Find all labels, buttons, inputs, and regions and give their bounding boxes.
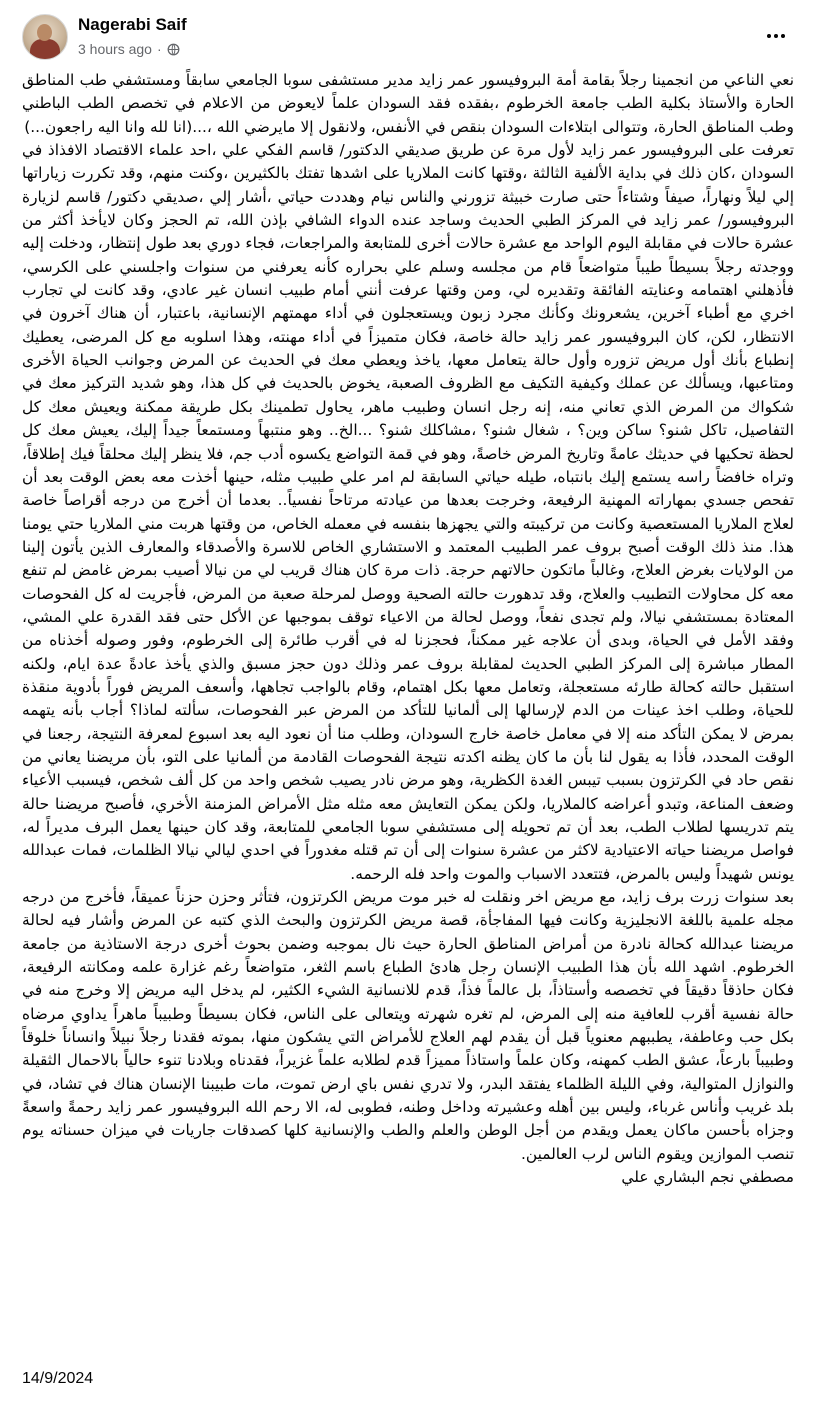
post-header [0,0,815,68]
avatar-figure-face [37,24,52,41]
post-body-text: نعي الناعي من انجمينا رجلاً بقامة أمة البروفيسور عمر زايد مدير مستشفى سوبا الجامعي سابقاً ومستشفي طب المناطق الحارة والأستاذ بكلية الطب جامعة الخرطوم ،بفقده فقد السودان علماً لايعوض من الاعلام في تخصص الطب الباطني وطب المناطق الحارة، وتتوالى ابتلاءات السودان بنقص في الأنفس، ولانقول إلا مايرضي الله ،...(انا لله وانا اليه راجعون...) تعرفت على البروفيسور عمر زايد لأول مرة عن طريق صديقي الدكتور/ قاسم الفكي علي ،احد علماء الاقتصاد الافذاذ في السودان ،كان ذلك في بداية الألفية الثالثة ،وقتها كانت الملاريا على اشدها تفتك بالكثيرين ،وكنت منهم، وقد تكررت زياراتها إلي ليلاً ونهاراً، صيفاً وشتاءاً حتى صارت خبيثة تزورني والناس نيام وهددت حياتي ،أشار إلي ،صديقي دكتور/ قاسم لزيارة البروفيسور/ عمر زايد في المركز الطبي الحديث وساجد عنده الدواء الشافي بإذن الله، تم الحجز وكان لايأخذ أكثر من عشرة حالات في مقابلة اليوم الواحد مع عشرة حالات أخرى للمتابعة والمراجعات، فجاء دوري بعد طول إنتظار، ودخلت إليه ووجدته رجلاً بسيطاً طيباً متواضعاً قام من مجلسه وسلم علي بحراره كأنه يعرفني من سنوات واجلسني على الكرسي، فأذهلني اهتمامه وعنايته الفائقة وتقديره لي، ومن وقتها عرفت أنني أمام طبيب انسان غير عادي، وقد كانت لي تجارب اخري مع أطباء آخرين، يشعرونك وكأنك مجرد زبون ويستعجلون في أداء مهمتهم الإنسانية، باعتبار، أن هناك آخرون في الانتظار، لكن، كان البروفيسور عمر زايد حالة خاصة، فكان متميزاً في أداء مهنته، وهذا اسلوبه مع كل المرضى، يعطيك إنطباع بأنك أول مريض تزوره وأول حالة يتعامل معها، ياخذ ويعطي معك في الحديث عن المرض وجوانب الحياة الأخرى ومتاعبها، ويسألك عن عملك وكيفية التكيف مع الظروف الصعبة، يخوض بالحديث في كل هذا، وهو شديد التركيز معك في شكواك من المرض الذي تعاني منه، إنه رجل انسان وطبيب ماهر، يحاول تطمينك بكل طريقة ممكنة ويعيش معك كل التفاصيل، تاكل شنو؟ ساكن وين؟ ، شغال شنو؟ ،مشاكلك شنو؟ ...الخ.. وهو منتبهاً ومستمعاً جيداً إليك، يعيش معك كل لحظة تحكيها في حديثك عامةً وتاريخ المرض خاصةً، وهو في قمة التواضع يكسوه أدب جم، فلا ينظر إليك محلقاً فيك إطلاقاً، وتراه خافضاً راسه يستمع إليك بانتباه، طيله حياتي السابقة لم امر علي طبيب مثله، حينها أخذت معه بعض الوقت بعد أن تفحص جسدي بمهاراته المهنية الرفيعة، وخرجت بعدها من عيادته مرتاحاً نفسياً.. بعدما أن أخرج من درجه أقراصاً خاصة لعلاج الملاريا المستعصية وكانت من تركيبته والتي يجهزها بنفسه في معمله الخاص، من وقتها هربت مني الملاريا حتي يومنا هذا. منذ ذلك الوقت أصبح بروف عمر الطبيب المعتمد و الاستشاري الخاص للاسرة والأصدقاء والمعارف الذين يأتون إلينا من الولايات بغرض العلاج، وغالباً ماتكون حالاتهم حرجة. ذات مرة كان هناك قريب لي من نيالا أصيب بمرض غامض لم تنفع معه كل محاولات التطبيب والعلاج، وقد تدهورت حالته الصحية ووصل لمرحلة صعبة من المرض، فأجريت له كل الفحوصات المعتادة بمستشفي نيالا، ولم تجدى نفعاً، ووصل لحالة من الاعياء توقف بموجبها عن الأكل حتى فقد القدرة علي المشي، وفقد الأمل في الحياة، وبدى أن علاجه غير ممكناً، فحجزنا له في أقرب طائرة إلى الخرطوم، وفور وصوله أخذناه من المطار مباشرة إلى المركز الطبي الحديث لمقابلة بروف عمر وذلك دون حجز مسبق والذي يأخذ عادةً عدة ايام، ولكنه استقبل حالته كحالة طارئه مستعجلة، وتعامل معها بكل اهتمام، وقام بالواجب تجاهها، وأسعف المريض فوراً بأدوية منقذة للحياة، وطلب اخذ عينات من الدم لإرسالها إلى ألمانيا للتأكد من المرض عبر الفحوصات، سألته لماذا؟ أجاب بأنه يتهمه بمرض لا يمكن التأكد منه إلا في معامل خاصة خارج السودان، وطلب منا أن نعود اليه بعد اسبوع لمعرفة النتيجة، رجعنا في الوقت المحدد، فأذا به يقول لنا بأن ما كان يظنه اكدته نتيجة الفحوصات القادمة من ألمانيا على التو، بأن مريضنا يعاني من نقص حاد في الكرتزون بسبب تيبس الغدة الكظرية، وهو مرض نادر يصيب شخص واحد من كل ألف شخص، فيسبب الأعياء وضعف المناعة، وتبدو أعراضه كالملاريا، ولكن يمكن التعايش معه مثله مثل الأمراض المزمنة الأخري، فأصبح مريضنا حالة يتم تدريسها لطلاب الطب، بعد أن تم تحويله إلى مستشفي سوبا الجامعي للمتابعة، وقد كان حينها يعمل البرف مديراً له، فواصل مريضنا حياته الاعتيادية لاكثر من عشرة سنوات إلى أن تم قتله مغدوراً في احدي ليالي نيالا الظلمات، فمات عبدالله يونس شهيداً وليس بالمرض، فتتعدد الاسباب والموت واحد فله الرحمه. بعد سنوات زرت برف زايد، مع مريض اخر ونقلت له خبر موت مريض الكرتزون، فتأثر وحزن حزناً عميقاً، فأخرج من درجه مجله علمية باللغة الانجليزية وكانت فيها المفاجأة، قصة مريض الكرتزون والبحث الذي كتبه عن المرض وأشار فيه لحالة مريضنا عبدالله كحالة نادرة من أمراض المناطق الحارة حيث نال بموجبه وضمن بحوث أخرى درجة الاستاذية من جامعة الخرطوم. اشهد الله بأن هذا الطبيب الإنسان رجل هادئ الطباع باسم الثغر، متواضعاً رغم غزارة علمه ومكانته الرفيعة، فكان حاذقاً دقيقاً في تخصصه وأستاذاً، بل عالماً فذاً، قدم للانسانية الشيء الكثير، لم يدخل اليه مريض إلا وخرج منه في حالة نفسية أقرب للعافية منه إلى المرض، لم تغره شهرته ويتعالى على الناس، فكان بسيطاً وطبيباً ماهراً يداوي مرضاه بكل حب وعاطفة، يطببهم معنوياً قبل أن يقدم لهم العلاج للأمراض التي يشكون منها، بموته فقدنا رجلاً نبيلاً وانساناً خلوقاً وطبيباً بارعاً، عشق الطب كمهنه، وكان علماً واستاذاً مميزاً قدم لطلابه علماً غزيراً، فقدناه وبلادنا تنوء حالياً بالاحمال الثقيلة والنوازل المتوالية، وفي الليلة الظلماء يفتقد البدر، ولا تدري نفس باي ارض تموت، مات طبيبنا الإنسان هناك في تشاد، في بلد غريب وأناس غرباء، وليس بين أهله وعشيرته وداخل وطنه، فطوبى له، الا رحم الله البروفيسور عمر زايد رحمةً واسعةً وجزاه بأحسن ماكان يعمل ويقدم من أجل الوطن والعلم والطب والإنسانية كلها كصدقات جاريات في ميزان حسناته يوم تنصب الموازين ويقوم الناس لرب العالمين. مصطفي نجم البشاري علي [22,71,794,1187]
post-time[interactable]: 3 hours ago [78,41,152,57]
avatar[interactable] [22,14,68,60]
more-dot [774,34,778,38]
post-meta [78,41,180,57]
meta-separator: · [156,41,162,57]
avatar-figure-body [30,39,60,60]
more-options-button[interactable] [761,24,791,48]
more-dot [767,34,771,38]
globe-icon[interactable] [167,43,180,56]
author-name[interactable]: Nagerabi Saif [78,15,187,34]
post-date: 14/9/2024 [22,1370,94,1387]
more-dot [781,34,785,38]
